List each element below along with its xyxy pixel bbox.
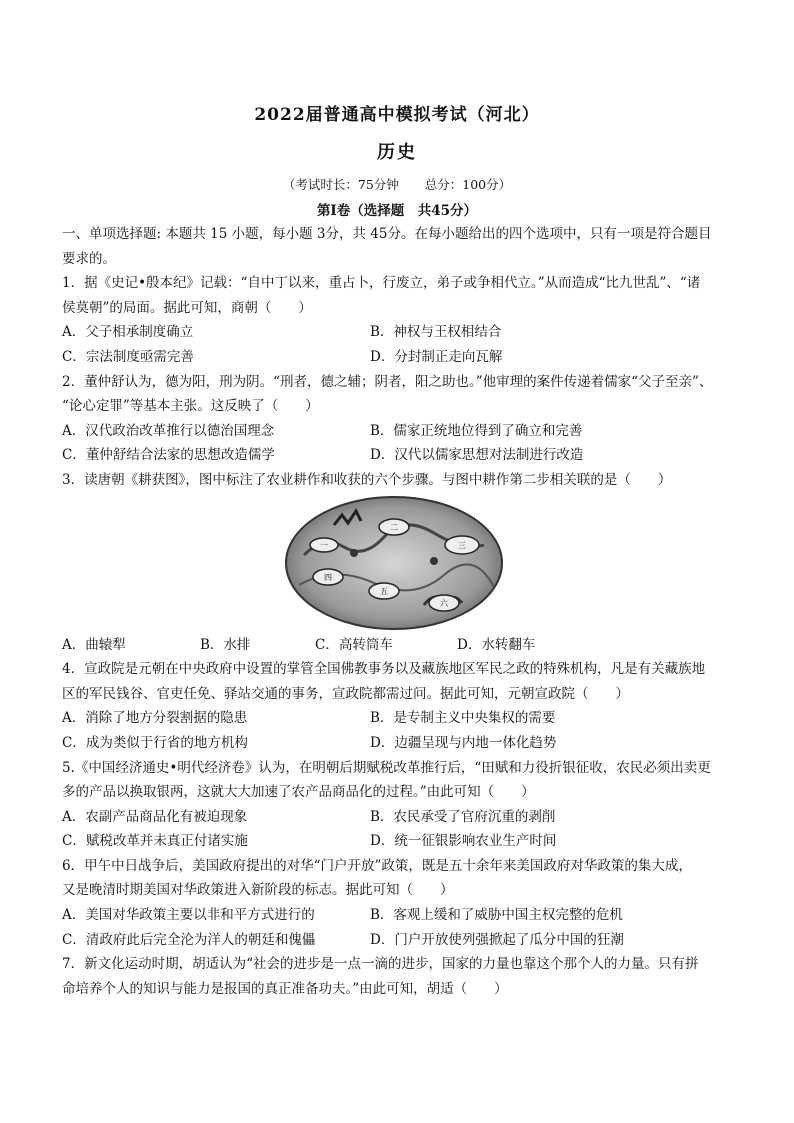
option-d: D．统一征银影响农业生产时间 <box>370 833 557 850</box>
option-d: D．汉代以儒家思想对法制进行改造 <box>370 447 584 464</box>
question-1-stem: 1．据《史记•殷本纪》记载：“自中丁以来，重占卜，行废立，弟子或争相代立。”从而造成“比九世乱”、“诸 <box>62 275 701 292</box>
question-2-options <box>62 443 742 468</box>
question-6-options <box>62 903 742 928</box>
option-c: C．高转筒车 <box>315 636 393 653</box>
question-7-stem: 命培养个人的知识与能力是报国的真正准备功夫。”由此可知，胡适（ ） <box>62 980 508 997</box>
question-3-stem: 3．读唐朝《耕获图》，图中标注了农业耕作和收获的六个步骤。与图中耕作第二步相关联的是（ ） <box>62 471 672 488</box>
option-c: C．赋税改革并未真正付诸实施 <box>62 833 248 850</box>
step-label-6-text: 六 <box>440 598 448 608</box>
option-d: D．门户开放使列强掀起了瓜分中国的狂潮 <box>370 931 624 948</box>
subject-title: 历史 <box>377 142 417 163</box>
question-2-stem: “论心定罪”等基本主张。这反映了（ ） <box>62 398 319 415</box>
step-label-3-text: 三 <box>458 540 466 550</box>
exam-duration: （考试时长：75分钟 <box>282 177 399 192</box>
option-a: A．父子相承制度确立 <box>62 324 194 341</box>
question-4-stem: 区的军民钱谷、官吏任免、驿站交通的事务，宣政院都需过问。据此可知，元朝宣政院（ ） <box>62 685 629 702</box>
question-6-stem: 又是晚清时期美国对华政策进入新阶段的标志。据此可知（ ） <box>62 882 454 899</box>
question-6-stem: 6．甲午中日战争后，美国政府提出的对华“门户开放”政策，既是五十余年来美国政府对华政策的集大成， <box>62 857 692 874</box>
option-a: A．农副产品商品化有被迫现象 <box>62 808 248 825</box>
farming-illustration <box>62 493 742 633</box>
question-2-options <box>62 419 742 444</box>
question-3-options <box>62 633 742 658</box>
option-b: B．农民承受了官府沉重的剥削 <box>370 808 556 825</box>
farming-illustration-image <box>284 495 504 631</box>
question-4-options <box>62 706 742 731</box>
question-1-options <box>62 320 742 345</box>
step-label-4-text: 四 <box>324 572 332 582</box>
question-7-stem: 7．新文化运动时期，胡适认为“社会的进步是一点一滴的进步，国家的力量也靠这个那个人的力量。只有拼 <box>62 956 699 973</box>
option-a: A．汉代政治改革推行以德治国理念 <box>62 422 275 439</box>
question-4-stem: 4．宣政院是元朝在中央政府中设置的掌管全国佛教事务以及藏族地区军民之政的特殊机构，凡是有关藏族地 <box>62 661 706 678</box>
exam-meta <box>0 175 794 193</box>
option-b: B．神权与王权相结合 <box>370 324 502 341</box>
exam-total-score: 总分：100分） <box>424 177 512 192</box>
step-label-2-text: 二 <box>390 522 398 532</box>
option-d: D．水转翻车 <box>457 636 536 653</box>
option-a: A．曲辕犁 <box>62 636 126 653</box>
option-a: A．美国对华政策主要以非和平方式进行的 <box>62 907 315 924</box>
option-d: D．分封制正走向瓦解 <box>370 348 503 365</box>
option-d: D．边疆呈现与内地一体化趋势 <box>370 734 557 751</box>
question-5-options <box>62 805 742 830</box>
option-b: B．客观上缓和了威胁中国主权完整的危机 <box>370 907 623 924</box>
question-5-stem: 多的产品以换取银两，这就大大加速了农产品商品化的过程。”由此可知（ ） <box>62 784 535 801</box>
option-b: B．儒家正统地位得到了确立和完善 <box>370 422 583 439</box>
option-c: C．董仲舒结合法家的思想改造儒学 <box>62 447 275 464</box>
question-2-stem: 2．董仲舒认为，德为阳，刑为阴。“刑者，德之辅；阴者，阳之助也。”他审理的案件传递着儒家“父子至亲”、 <box>62 373 713 390</box>
question-5-stem: 5.《中国经济通史•明代经济卷》认为，在明朝后期赋税改革推行后，“田赋和力役折银征收，农民必须出卖更 <box>62 759 711 776</box>
instruction-line: 一、单项选择题: 本题共 15 小题，每小题 3分，共 45分。在每小题给出的四个选项中，只有一项是符合题目 <box>62 226 712 242</box>
question-6-options <box>62 928 742 953</box>
option-c: C．清政府此后完全沦为洋人的朝廷和傀儡 <box>62 931 316 948</box>
option-a: A．消除了地方分裂割据的隐患 <box>62 710 248 727</box>
question-1-stem: 侯莫朝”的局面。据此可知，商朝（ ） <box>62 299 312 316</box>
question-body <box>62 222 742 1001</box>
option-c: C．宗法制度亟需完善 <box>62 348 194 365</box>
illustration-frame <box>286 497 502 629</box>
exam-title: 2022届普通高中模拟考试（河北） <box>254 105 540 125</box>
option-c: C．成为类似于行省的地方机构 <box>62 734 248 751</box>
step-label-1-text: 一 <box>320 540 328 550</box>
question-5-options <box>62 829 742 854</box>
question-4-options <box>62 731 742 756</box>
section-heading: 第Ⅰ卷（选择题 共45分） <box>316 203 478 219</box>
instruction-line: 要求的。 <box>62 250 116 267</box>
step-label-5-text: 五 <box>380 586 388 596</box>
option-b: B．水排 <box>200 636 251 653</box>
question-1-options <box>62 345 742 370</box>
option-b: B．是专制主义中央集权的需要 <box>370 710 556 727</box>
